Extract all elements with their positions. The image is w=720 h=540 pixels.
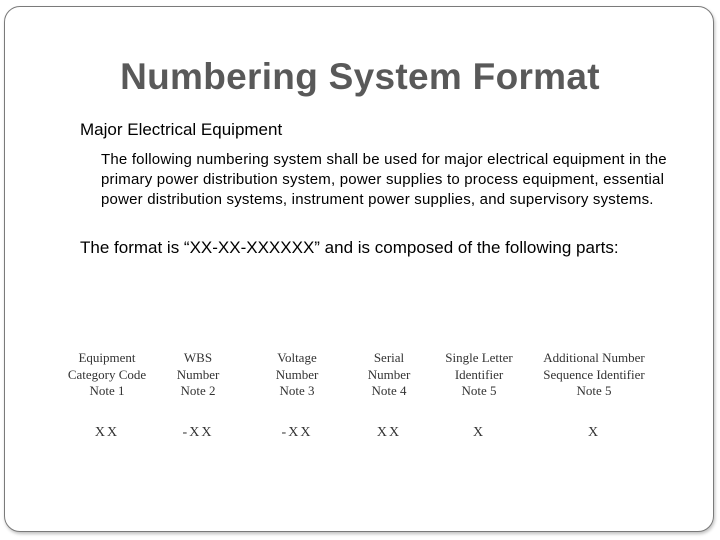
column-header-line: Category Code [67,366,147,382]
column-note: Note 5 [576,383,612,398]
format-statement: The format is “XX-XX-XXXXXX” and is composed of the following parts: [80,238,619,257]
column-header-line: Single Letter [445,350,513,365]
column-header-line: Number [176,366,220,382]
column-code: X [472,425,486,440]
column-header-line: Number [275,366,319,382]
column-code: X [587,425,601,440]
parts-column [360,350,418,440]
column-note: Note 2 [180,383,216,398]
column-header-line: Serial [373,350,405,365]
column-header-line: Number [367,366,411,382]
column-header-line: Sequence Identifier [543,366,645,382]
column-code: -XX [182,425,214,440]
column-code: XX [376,425,402,440]
slide-title: Numbering System Format [120,56,600,97]
column-code: XX [94,425,120,440]
column-note: Note 5 [461,383,497,398]
column-code: -XX [281,425,313,440]
column-note: Note 1 [89,383,125,398]
column-note: Note 3 [279,383,315,398]
column-header-line: Voltage [277,350,317,365]
parts-column [168,350,228,440]
column-header-line: Additional Number [543,350,645,365]
column-note: Note 4 [371,383,407,398]
parts-column [438,350,520,440]
parts-column [64,350,150,440]
parts-column [534,350,654,440]
column-header-line: Identifier [454,366,504,382]
column-header-line: WBS [183,350,213,365]
parts-column [266,350,328,440]
column-header-line: Equipment [78,350,136,365]
parts-table [0,350,720,450]
section-heading: Major Electrical Equipment [80,120,283,139]
description-paragraph: The following numbering system shall be used for major electrical equipment in the primary power distribution system, power supplies to process equipment, essential power distribution systems, instrument power supplies, and supervisory systems. [101,151,667,208]
